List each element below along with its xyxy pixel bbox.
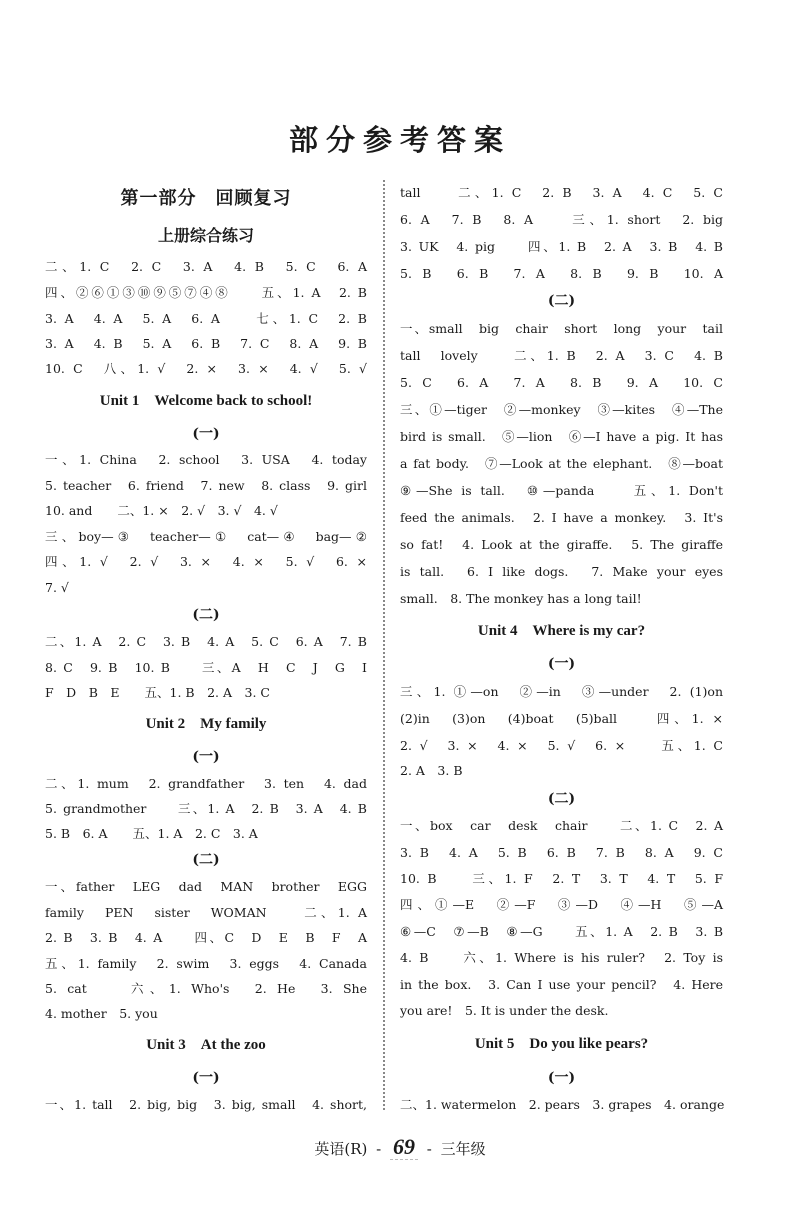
answer-line: 8. C 9. B 10. B 三、A H C J G I — [45, 660, 367, 675]
answer-line: 二、1. C 2. C 3. A 4. B 5. C 6. A — [45, 259, 367, 274]
answer-line: 2. B 3. B 4. A 四、C D E B F A — [45, 930, 367, 945]
subsection-heading: (一) — [192, 749, 220, 765]
answer-line: 一、father LEG dad MAN brother EGG — [45, 879, 367, 894]
subsection-heading: (一) — [547, 1070, 576, 1086]
answer-line: 10. C 八、1. √ 2. × 3. × 4. √ 5. √ — [45, 361, 367, 376]
answer-line: (2)in (3)on (4)boat (5)ball 四、1. × — [400, 711, 723, 726]
answer-line: 4. B 六、1. Where is his ruler? 2. Toy is — [400, 950, 723, 965]
answer-line: 三、1. ①—on ②—in ③—under 2. (1)on — [400, 684, 723, 699]
answer-line: 三、boy—③ teacher—① cat—④ bag—② — [45, 529, 367, 544]
answer-line: 5. B 6. B 7. A 8. B 9. B 10. A — [400, 266, 723, 281]
answer-line: tall lovely 二、1. B 2. A 3. C 4. B — [400, 348, 723, 363]
answer-line: so fat! 4. Look at the giraffe. 5. The giraffe — [400, 537, 723, 552]
answer-line: bird is small. ⑤—lion ⑥—I have a pig. It has — [400, 429, 723, 444]
answer-line: 一、1. tall 2. big, big 3. big, small 4. short, — [45, 1097, 367, 1112]
answer-line: 5. grandmother 三、1. A 2. B 3. A 4. B — [45, 801, 367, 816]
page-number: 69 — [390, 1134, 418, 1160]
footer-dash: - — [426, 1140, 432, 1158]
answer-line: 7. √ — [45, 580, 69, 595]
column-divider — [383, 180, 385, 1110]
answer-line: ⑨—She is tall. ⑩—panda 五、1. Don't — [400, 483, 723, 498]
answer-line: tall 二、1. C 2. B 3. A 4. C 5. C — [400, 185, 723, 200]
answer-line: 四、②⑥①③⑩⑨⑤⑦④⑧ 五、1. A 2. B — [45, 285, 367, 300]
answer-line: 一、box car desk chair 二、1. C 2. A — [400, 818, 723, 833]
unit-heading: Unit 5 Do you like pears? — [474, 1036, 649, 1052]
answer-line: family PEN sister WOMAN 二、1. A — [45, 905, 367, 920]
answer-line: you are! 5. It is under the desk. — [400, 1003, 609, 1018]
answer-line: feed the animals. 2. I have a monkey. 3. It's — [400, 510, 723, 525]
answer-line: 二、1. A 2. C 3. B 4. A 5. C 6. A 7. B — [45, 634, 367, 649]
answer-line: 3. A 4. B 5. A 6. B 7. C 8. A 9. B — [45, 336, 367, 351]
answer-line: 5. B 6. A 五、1. A 2. C 3. A — [45, 826, 258, 841]
answer-line: 三、①—tiger ②—monkey ③—kites ④—The — [400, 402, 723, 417]
answer-line: a fat body. ⑦—Look at the elephant. ⑧—boat — [400, 456, 723, 471]
answer-line: 一、1. China 2. school 3. USA 4. today — [45, 452, 367, 467]
footer-subject: 英语(R) — [314, 1140, 368, 1158]
answer-line: 5. teacher 6. friend 7. new 8. class 9. girl — [45, 478, 367, 493]
answer-line: 3. A 4. A 5. A 6. A 七、1. C 2. B — [45, 311, 367, 326]
answer-line: 3. UK 4. pig 四、1. B 2. A 3. B 4. B — [400, 239, 723, 254]
answer-line: 10. B 三、1. F 2. T 3. T 4. T 5. F — [400, 871, 723, 886]
part-heading: 第一部分 回顾复习 — [120, 188, 292, 209]
answer-line: 四、①—E ②—F ③—D ④—H ⑤—A — [400, 897, 723, 912]
answer-line: small. 8. The monkey has a long tail! — [400, 591, 642, 606]
unit-heading: Unit 4 Where is my car? — [477, 623, 646, 639]
answer-line: 二、1. watermelon 2. pears 3. grapes 4. orange — [400, 1097, 725, 1112]
answer-line: is tall. 6. I like dogs. 7. Make your eyes — [400, 564, 723, 579]
answer-line: F D B E 五、1. B 2. A 3. C — [45, 685, 270, 700]
answer-line: 2. √ 3. × 4. × 5. √ 6. × 五、1. C — [400, 738, 723, 753]
answer-line: in the box. 3. Can I use your pencil? 4. Here — [400, 977, 723, 992]
answer-line: 一、small big chair short long your tail — [400, 321, 723, 336]
subsection-heading: (一) — [547, 656, 576, 672]
answer-line: 4. mother 5. you — [45, 1006, 158, 1021]
answer-line: 10. and 二、1. × 2. √ 3. √ 4. √ — [45, 503, 278, 518]
answer-line: 二、1. mum 2. grandfather 3. ten 4. dad — [45, 776, 367, 791]
answer-line: 四、1. √ 2. √ 3. × 4. × 5. √ 6. × — [45, 554, 367, 569]
page-footer — [0, 1134, 800, 1160]
subsection-heading: (二) — [547, 791, 576, 807]
subsection-heading: (一) — [192, 426, 220, 442]
answer-line: 2. A 3. B — [400, 763, 463, 778]
answer-line: 五、1. family 2. swim 3. eggs 4. Canada — [45, 956, 367, 971]
answer-line: 5. C 6. A 7. A 8. B 9. A 10. C — [400, 375, 723, 390]
subsection-heading: (二) — [192, 607, 220, 623]
subsection-heading: (二) — [192, 852, 220, 868]
subsection-heading: (一) — [192, 1070, 220, 1086]
answer-line: 5. cat 六、1. Who's 2. He 3. She — [45, 981, 367, 996]
unit-heading: Unit 2 My family — [145, 716, 267, 732]
unit-heading: Unit 3 At the zoo — [146, 1037, 266, 1053]
subsection-heading: (二) — [547, 293, 576, 309]
answer-line: ⑥—C ⑦—B ⑧—G 五、1. A 2. B 3. B — [400, 924, 723, 939]
page-title: 部分参考答案 — [288, 123, 511, 157]
unit-heading: Unit 1 Welcome back to school! — [99, 393, 313, 409]
section-heading: 上册综合练习 — [157, 226, 254, 245]
footer-grade: 三年级 — [440, 1140, 486, 1158]
answer-line: 3. B 4. A 5. B 6. B 7. B 8. A 9. C — [400, 845, 723, 860]
answer-line: 6. A 7. B 8. A 三、1. short 2. big — [400, 212, 723, 227]
footer-dash: - — [376, 1140, 382, 1158]
